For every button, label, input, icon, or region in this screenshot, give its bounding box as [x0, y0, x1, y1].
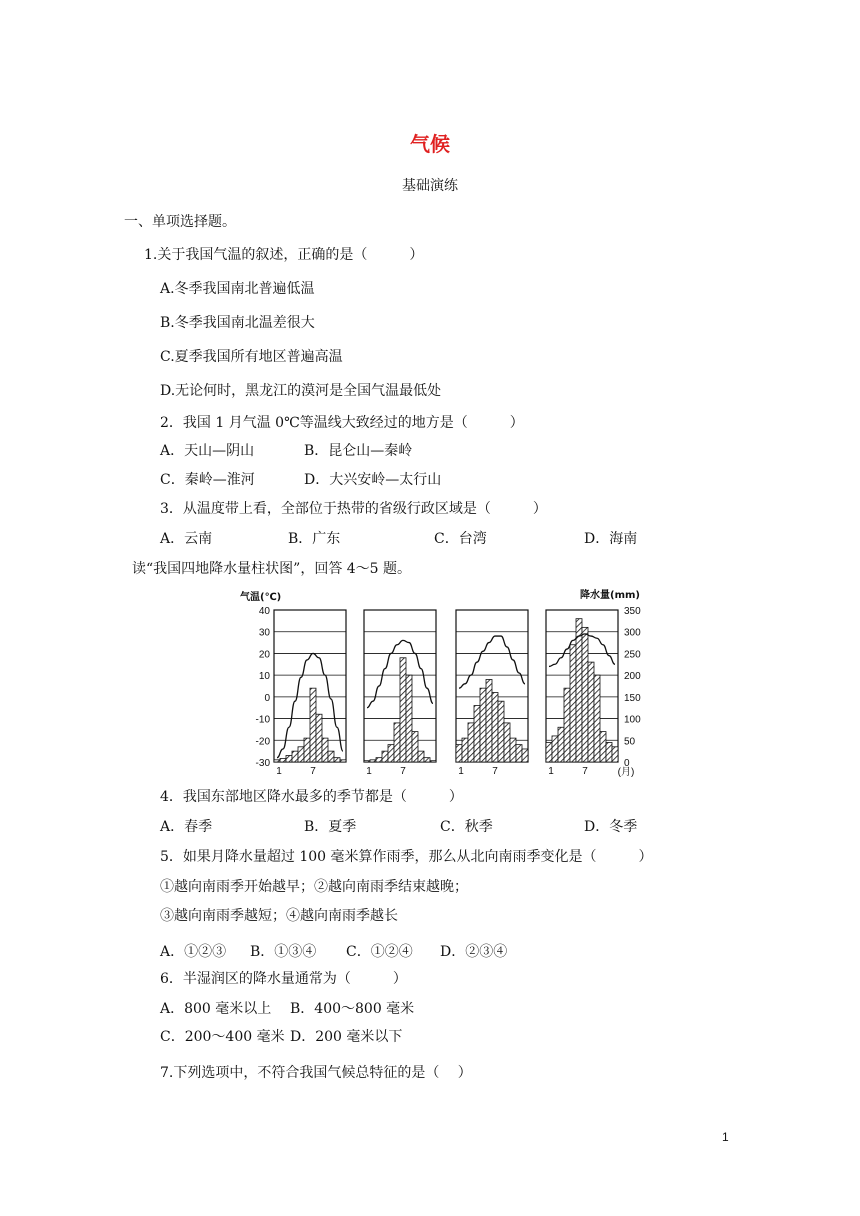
section-heading: 一、单项选择题。 [124, 214, 236, 230]
left-tick-label: -20 [255, 736, 270, 748]
precip-bar [424, 758, 430, 762]
precip-bar [388, 745, 394, 762]
right-tick-label: 350 [624, 606, 641, 617]
precip-bar [456, 745, 462, 762]
question-6-option-b: B．400～800 毫米 [290, 1001, 415, 1017]
precip-bar [430, 761, 436, 762]
question-1-stem: 1.关于我国气温的叙述，正确的是（ ） [144, 247, 424, 263]
precip-bar [298, 747, 304, 762]
right-tick-label: 100 [624, 714, 641, 726]
precip-bar [516, 745, 522, 762]
question-1-option-d: D.无论何时，黑龙江的漠河是全国气温最低处 [160, 383, 442, 399]
precip-bar [274, 760, 280, 762]
precip-bar [322, 738, 328, 762]
question-4-option-a: A．春季 [160, 819, 213, 835]
question-4-option-d: D．冬季 [584, 819, 638, 835]
right-tick-label: 200 [624, 671, 641, 683]
precip-bar [364, 761, 370, 762]
left-tick-label: -10 [255, 714, 270, 726]
question-2-option-c: C．秦岭—淮河 [160, 472, 255, 488]
right-tick-label: 0 [624, 758, 630, 769]
chart-intro: 读“我国四地降水量柱状图”，回答 4～5 题。 [132, 561, 412, 577]
precip-bar [486, 679, 492, 762]
right-tick-label: 250 [624, 649, 641, 661]
left-tick-label: 10 [258, 671, 270, 683]
precip-bar [564, 688, 570, 762]
question-5-option-d: D．②③④ [440, 944, 508, 960]
precip-bar [310, 688, 316, 762]
climate-chart-figure [238, 586, 662, 780]
precip-bar [334, 758, 340, 762]
question-6-option-c: C．200～400 毫米 [160, 1029, 285, 1045]
precip-bar [582, 627, 588, 762]
precip-bar [522, 749, 528, 762]
climate-panel-4 [546, 610, 618, 762]
left-tick-label: 30 [258, 627, 270, 639]
question-6-stem: 6．半湿润区的降水量通常为（ ） [160, 971, 407, 987]
precip-bar [498, 701, 504, 762]
question-7-stem: 7.下列选项中，不符合我国气候总特征的是（ ） [160, 1065, 472, 1081]
precip-bar [552, 736, 558, 762]
precip-bar [468, 723, 474, 762]
precip-bar [340, 760, 346, 762]
precip-bar [606, 742, 612, 762]
precip-bar [462, 738, 468, 762]
precip-bar [394, 723, 400, 762]
climate-panel-3 [456, 610, 528, 762]
precip-bar [480, 688, 486, 762]
climate-panel-1 [274, 610, 346, 762]
question-5-option-b: B．①③④ [250, 944, 317, 960]
right-tick-label: 150 [624, 692, 641, 704]
precip-bar [412, 732, 418, 762]
x-tick-label: 7 [492, 766, 498, 777]
question-5-stem: 5．如果月降水量超过 100 毫米算作雨季，那么从北向南雨季变化是（ ） [160, 849, 653, 865]
x-tick-label: 7 [400, 766, 406, 777]
left-tick-label: 20 [258, 649, 270, 661]
question-1-option-b: B.冬季我国南北温差很大 [160, 315, 315, 331]
precip-bar [304, 738, 310, 762]
x-tick-label: 7 [582, 766, 588, 777]
precip-bar [280, 759, 286, 762]
x-tick-label: 7 [310, 766, 316, 777]
precip-bar [376, 758, 382, 762]
precip-bar [370, 760, 376, 762]
precip-bar [286, 755, 292, 762]
precip-bar [576, 619, 582, 762]
x-tick-label: 1 [276, 766, 282, 777]
page-title: 气候 [410, 132, 450, 156]
x-tick-label: 1 [366, 766, 372, 777]
question-6-option-d: D．200 毫米以下 [290, 1029, 403, 1045]
precip-bar [316, 714, 322, 762]
precip-bar [292, 751, 298, 762]
climate-panel-2 [364, 610, 436, 762]
precip-bar [546, 742, 552, 762]
page-subtitle: 基础演练 [402, 178, 458, 194]
question-6-option-a: A．800 毫米以上 [160, 1001, 272, 1017]
precip-bar [588, 662, 594, 762]
left-tick-label: -30 [255, 758, 270, 769]
question-3-option-c: C．台湾 [434, 531, 487, 547]
precip-bar [600, 732, 606, 762]
question-1-option-c: C.夏季我国所有地区普遍高温 [160, 349, 343, 365]
question-4-stem: 4．我国东部地区降水最多的季节都是（ ） [160, 789, 463, 805]
precip-bar [594, 675, 600, 762]
precip-bar [418, 751, 424, 762]
left-axis-label: 气温(℃) [240, 592, 282, 603]
question-5-option-a: A．①②③ [160, 944, 227, 960]
question-1-option-a: A.冬季我国南北普遍低温 [160, 281, 315, 297]
precip-bar [504, 723, 510, 762]
precip-bar [612, 747, 618, 762]
precip-bar [492, 693, 498, 762]
question-2-option-d: D．大兴安岭—太行山 [304, 472, 442, 488]
right-tick-label: 50 [624, 736, 636, 748]
right-axis-label: 降水量(mm) [580, 590, 640, 601]
question-3-option-a: A．云南 [160, 531, 213, 547]
question-5-statements-1: ①越向南雨季开始越早；②越向南雨季结束越晚； [160, 879, 468, 895]
precip-bar [510, 738, 516, 762]
question-3-option-b: B．广东 [288, 531, 341, 547]
x-tick-label: 1 [548, 766, 554, 777]
precip-bar [328, 751, 334, 762]
x-tick-label: 1 [458, 766, 464, 777]
precip-bar [474, 706, 480, 762]
precip-bar [400, 658, 406, 762]
question-2-stem: 2．我国 1 月气温 0℃等温线大致经过的地方是（ ） [160, 415, 524, 431]
question-2-option-a: A．天山—阴山 [160, 443, 255, 459]
left-tick-label: 40 [258, 606, 270, 617]
x-unit-label: (月) [617, 767, 635, 778]
precip-bar [570, 645, 576, 762]
question-5-option-c: C．①②④ [346, 944, 413, 960]
question-5-statements-2: ③越向南雨季越短；④越向南雨季越长 [160, 908, 398, 924]
precip-bar [406, 675, 412, 762]
precip-bar [558, 727, 564, 762]
right-tick-label: 300 [624, 627, 641, 639]
question-3-stem: 3．从温度带上看，全部位于热带的省级行政区域是（ ） [160, 501, 547, 517]
question-4-option-c: C．秋季 [440, 819, 493, 835]
page-number: 1 [722, 1130, 729, 1144]
left-tick-label: 0 [264, 692, 270, 704]
precip-bar [382, 751, 388, 762]
question-3-option-d: D．海南 [584, 531, 638, 547]
question-4-option-b: B．夏季 [304, 819, 357, 835]
question-2-option-b: B．昆仑山—秦岭 [304, 443, 413, 459]
